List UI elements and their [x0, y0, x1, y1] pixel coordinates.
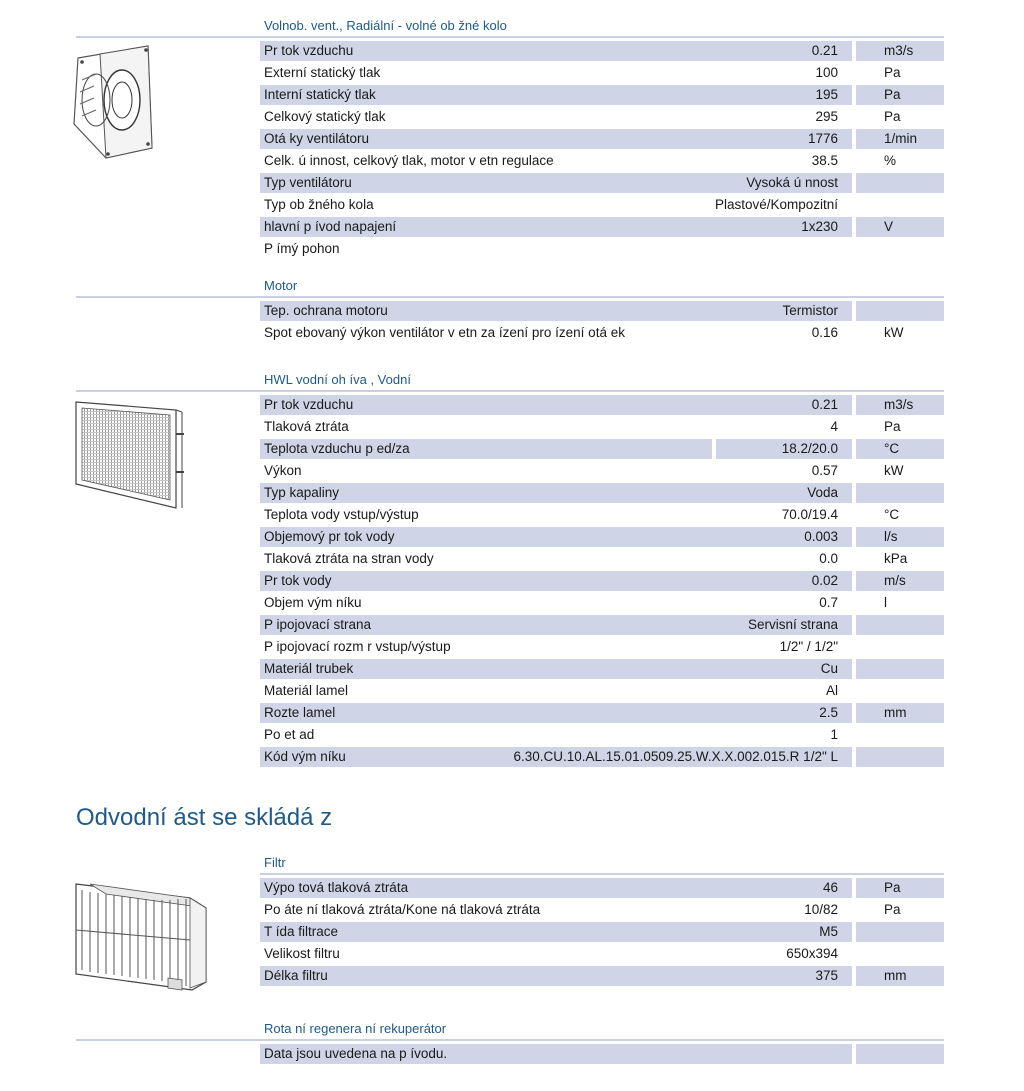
- row-value: Termistor: [782, 303, 838, 318]
- row-value: 650x394: [786, 946, 838, 961]
- row-unit: %: [884, 153, 897, 168]
- row-label: P ipojovací strana: [260, 615, 852, 635]
- row-value: 10/82: [804, 902, 838, 917]
- coil-section-divider: [76, 390, 944, 392]
- row-value: 0.21: [811, 397, 838, 412]
- row-label: Teplota vzduchu p ed/za: [260, 439, 712, 459]
- row-label: Výpo tová tlaková ztráta: [260, 878, 852, 898]
- row-value: 1x230: [801, 219, 838, 234]
- table-row: [260, 460, 944, 482]
- row-unit: Pa: [884, 902, 901, 917]
- row-unit: Pa: [856, 878, 944, 898]
- table-row: [260, 526, 944, 548]
- row-unit: kW: [884, 325, 904, 340]
- table-row: [260, 84, 944, 106]
- row-value: 0.0: [819, 551, 838, 566]
- row-label: Objem vým níku: [264, 595, 362, 610]
- table-row: [260, 194, 944, 216]
- table-row: [260, 899, 944, 921]
- row-value: [260, 239, 852, 259]
- bag-filter-image: [72, 878, 212, 996]
- row-unit: m3/s: [856, 395, 944, 415]
- row-unit: °C: [856, 439, 944, 459]
- row-value: 70.0/19.4: [781, 507, 838, 522]
- exhaust-section-heading: Odvodní ást se skládá z: [76, 804, 333, 831]
- row-value: 18.2/20.0: [781, 441, 838, 456]
- row-unit: m3/s: [856, 41, 944, 61]
- table-row: [260, 438, 944, 460]
- row-label: Typ kapaliny: [260, 483, 852, 503]
- row-value: 1: [830, 727, 838, 742]
- table-row: [260, 106, 944, 128]
- row-unit: Pa: [884, 109, 901, 124]
- table-row: [260, 921, 944, 943]
- row-label: Kód vým níku: [260, 747, 852, 767]
- row-unit: [856, 637, 944, 657]
- row-label: Po áte ní tlaková ztráta/Kone ná tlaková ztráta: [264, 902, 541, 917]
- row-label: Rozte lamel: [260, 703, 852, 723]
- filter-section-divider: [260, 873, 944, 875]
- row-value: 195: [815, 87, 838, 102]
- table-row: [260, 614, 944, 636]
- row-value: 295: [815, 109, 838, 124]
- table-row: [260, 504, 944, 526]
- row-value: 0.003: [804, 529, 838, 544]
- recuperator-section-title: Rota ní regenera ní rekuperátor: [264, 1021, 447, 1036]
- row-label: Po et ad: [264, 727, 315, 742]
- row-label: Tlaková ztráta: [264, 419, 349, 434]
- table-row: [260, 1043, 944, 1065]
- row-label: Pr tok vody: [260, 571, 852, 591]
- row-label: Celkový statický tlak: [264, 109, 386, 124]
- row-unit: kW: [884, 463, 904, 478]
- row-label: hlavní p ívod napajení: [260, 217, 852, 237]
- row-unit: 1/min: [856, 129, 944, 149]
- table-row: [260, 965, 944, 987]
- radial-fan-image: [70, 40, 160, 162]
- table-row: [260, 62, 944, 84]
- table-row: [260, 680, 944, 702]
- table-row: [260, 300, 944, 322]
- row-unit: mm: [856, 703, 944, 723]
- table-row: [260, 592, 944, 614]
- row-unit: [856, 173, 944, 193]
- table-row: [260, 724, 944, 746]
- motor-section-divider: [76, 296, 944, 298]
- row-value: 1776: [807, 131, 838, 146]
- table-row: [260, 548, 944, 570]
- table-row: [260, 238, 944, 260]
- table-row: [260, 172, 944, 194]
- row-value: Plastové/Kompozitní: [714, 197, 838, 212]
- row-value: Al: [825, 683, 838, 698]
- row-label: Tlaková ztráta na stran vody: [264, 551, 434, 566]
- row-label: T ída filtrace: [260, 922, 852, 942]
- table-row: [260, 150, 944, 172]
- filter-section-title: Filtr: [264, 855, 286, 870]
- row-label: Velikost filtru: [264, 946, 340, 961]
- table-row: [260, 658, 944, 680]
- row-unit: V: [856, 217, 944, 237]
- table-row: [260, 702, 944, 724]
- row-unit: [856, 659, 944, 679]
- row-label: Objemový pr tok vody: [260, 527, 852, 547]
- recuperator-section-divider: [76, 1039, 944, 1041]
- row-label: Celk. ú innost, celkový tlak, motor v etn regulace: [264, 153, 554, 168]
- row-label: Materiál trubek: [260, 659, 852, 679]
- row-unit: Pa: [856, 85, 944, 105]
- row-label: Pr tok vzduchu: [260, 41, 852, 61]
- row-unit: [856, 483, 944, 503]
- row-label: Materiál lamel: [264, 683, 349, 698]
- table-row: [260, 128, 944, 150]
- row-value: 0.57: [811, 463, 838, 478]
- coil-section-title: HWL vodní oh íva , Vodní: [264, 372, 411, 387]
- motor-section-title: Motor: [264, 278, 298, 293]
- row-value: 6.30.CU.10.AL.15.01.0509.25.W.X.X.002.015.R 1/2" L: [513, 749, 838, 764]
- row-unit: [856, 944, 944, 964]
- row-label: Pr tok vzduchu: [260, 395, 852, 415]
- row-unit: kPa: [884, 551, 908, 566]
- row-unit: [856, 301, 944, 321]
- table-row: [260, 746, 944, 768]
- row-value: 100: [815, 65, 838, 80]
- table-row: [260, 570, 944, 592]
- row-value: 375: [815, 968, 838, 983]
- table-row: [260, 40, 944, 62]
- row-unit: °C: [884, 507, 900, 522]
- row-value: Vysoká ú nnost: [746, 175, 838, 190]
- table-row: [260, 943, 944, 965]
- row-label: Délka filtru: [260, 966, 852, 986]
- row-label: Výkon: [264, 463, 302, 478]
- row-value: 1/2" / 1/2": [779, 639, 838, 654]
- row-unit: Pa: [884, 65, 901, 80]
- table-row: [260, 877, 944, 899]
- row-value: 0.02: [811, 573, 838, 588]
- row-unit: [856, 1044, 944, 1064]
- row-unit: [856, 615, 944, 635]
- row-value: 0.21: [811, 43, 838, 58]
- row-unit: [856, 747, 944, 767]
- row-label: Externí statický tlak: [264, 65, 381, 80]
- water-heater-coil-image: [72, 396, 188, 516]
- row-value: Voda: [807, 485, 838, 500]
- row-value: [260, 1044, 852, 1064]
- row-value: Servisní strana: [747, 617, 838, 632]
- row-label: Interní statický tlak: [260, 85, 852, 105]
- row-unit: [856, 922, 944, 942]
- row-label: Otá ky ventilátoru: [260, 129, 852, 149]
- row-unit: [856, 195, 944, 215]
- row-value: Cu: [820, 661, 838, 676]
- fan-section-title: Volnob. vent., Radiální - volné ob žné kolo: [264, 18, 507, 33]
- table-row: [260, 482, 944, 504]
- row-label: Typ ob žného kola: [264, 197, 374, 212]
- table-row: [260, 394, 944, 416]
- table-row: [260, 216, 944, 238]
- row-label: P ipojovací rozm r vstup/výstup: [264, 639, 451, 654]
- row-value: 4: [830, 419, 838, 434]
- table-row: [260, 322, 944, 344]
- row-label: Spot ebovaný výkon ventilátor v etn za ízení pro ízení otá ek: [264, 325, 625, 340]
- row-value: 38.5: [811, 153, 838, 168]
- row-label: Teplota vody vstup/výstup: [264, 507, 419, 522]
- row-label: Typ ventilátoru: [260, 173, 852, 193]
- coil-table: [260, 394, 944, 768]
- motor-table: [260, 300, 944, 344]
- row-unit: [856, 725, 944, 745]
- row-unit: mm: [856, 966, 944, 986]
- row-value: M5: [819, 924, 838, 939]
- row-unit: [856, 681, 944, 701]
- row-value: 2.5: [819, 705, 838, 720]
- row-unit: [856, 239, 944, 259]
- recuperator-table: [260, 1043, 944, 1065]
- table-row: [260, 636, 944, 658]
- row-value: 0.16: [811, 325, 838, 340]
- filter-table: [260, 877, 944, 987]
- table-row: [260, 416, 944, 438]
- row-unit: l: [884, 595, 887, 610]
- row-label: P ímý pohon: [264, 241, 340, 256]
- fan-section-divider: [76, 36, 944, 38]
- row-value: 0.7: [819, 595, 838, 610]
- fan-table: [260, 40, 944, 260]
- row-unit: l/s: [856, 527, 944, 547]
- row-label: Data jsou uvedena na p ívodu.: [260, 1044, 852, 1064]
- row-unit: m/s: [856, 571, 944, 591]
- row-unit: Pa: [884, 419, 901, 434]
- row-value: 46: [822, 880, 838, 895]
- row-label: Tep. ochrana motoru: [260, 301, 852, 321]
